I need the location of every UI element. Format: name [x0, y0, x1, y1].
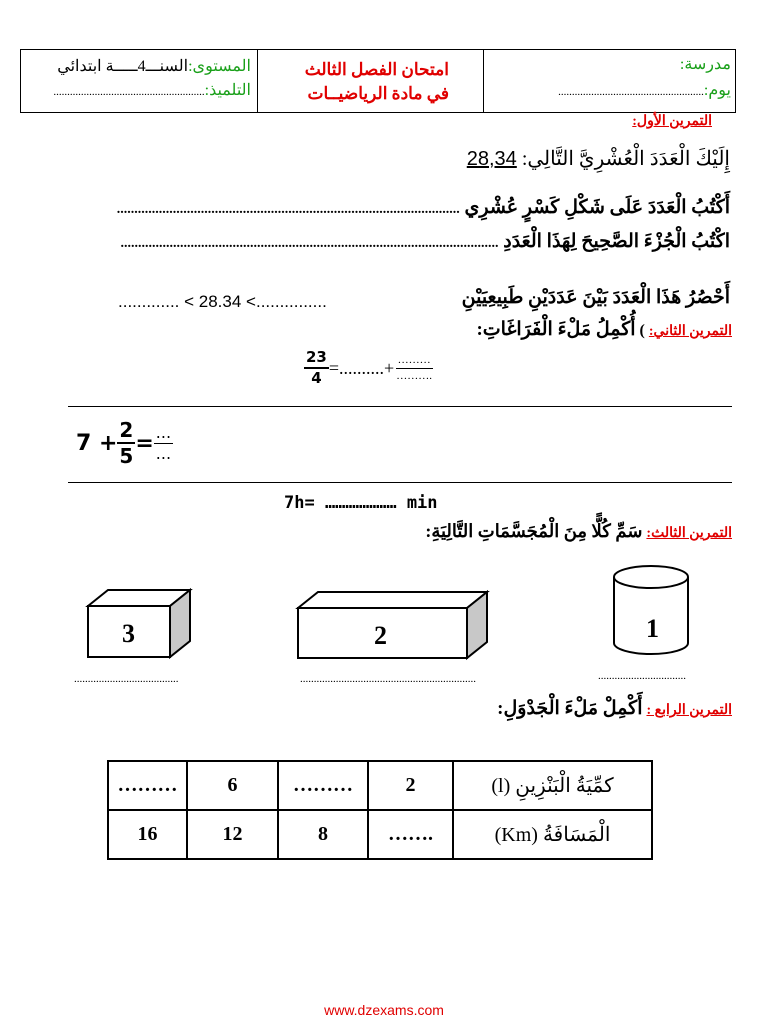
fraction1-numerator: 23: [304, 350, 329, 369]
row-header-distance: الْمَسَافَةُ (Km): [453, 810, 652, 859]
cuboid-shape: [298, 592, 487, 658]
table-cell: 8: [278, 810, 368, 859]
exercise2-paren: ): [639, 322, 645, 339]
level-line: [57, 56, 251, 76]
header-right-cell: [483, 50, 735, 112]
blank-denominator: ……….: [396, 369, 432, 382]
student-label: التلميذ:: [204, 82, 251, 99]
exercise4-title: التمرين الرابع :: [646, 703, 732, 718]
cube-shape: [88, 590, 190, 657]
divider-line-2: [68, 482, 732, 483]
table-cell: ………: [108, 761, 187, 810]
exercise4-header: [497, 697, 732, 720]
fraction-23-over-4: [304, 350, 329, 386]
fraction3-denominator: 5: [119, 444, 134, 468]
equation2-lead: 7 +: [76, 430, 118, 456]
row-header-fuel: كمِّيَةُ الْبَنْزِينِ (l): [453, 761, 652, 810]
fraction1-denominator: 4: [311, 369, 322, 387]
exam-title-line2: في مادة الرياضيــات: [307, 84, 449, 103]
cuboid-number: 2: [374, 621, 387, 650]
student-line: [53, 80, 251, 100]
answer-fraction: [154, 422, 173, 463]
day-label: يوم:: [703, 82, 731, 99]
header-center-cell: [257, 50, 484, 112]
table-cell: 6: [187, 761, 278, 810]
exercise1-question2: [121, 230, 731, 253]
divider-line-1: [68, 406, 732, 407]
question2-dots: ............................................................................................................: [120, 236, 499, 251]
level-label: المستوى:: [188, 58, 251, 75]
bounds-expression: ............. < 28.34 <...............: [118, 292, 327, 311]
equation1-middle: =..........+: [328, 357, 395, 378]
cube-answer-dots: ......................................: [74, 673, 179, 685]
table-row-fuel: [108, 761, 652, 810]
exercise1-prompt: [467, 146, 730, 171]
question1-dots: ..................................................................................................: [116, 202, 460, 217]
question2-text: اكْتُبُ الْجُزْءَ الصَّحِيحَ لِهَذَا الْعَدَدِ: [503, 231, 730, 252]
exercise3-title: التمرين الثالث:: [646, 526, 732, 541]
exam-header: [20, 49, 736, 113]
day-line: [558, 80, 731, 100]
exercise2-title: التمرين الثاني:: [648, 324, 732, 339]
blank-numerator: ………: [396, 355, 433, 369]
table-cell: 12: [187, 810, 278, 859]
question1-text: أَكْتُبُ الْعَدَدَ عَلَى شَكْلِ كَسْرٍ عُشْرِي: [464, 197, 730, 218]
header-left-cell: [21, 50, 258, 112]
time-conversion: 7h= ………………… min: [284, 493, 438, 513]
answer-denominator: ...: [155, 443, 172, 463]
fraction3-numerator: 2: [119, 418, 134, 442]
exercise3-header: [425, 521, 732, 542]
table-cell: 2: [368, 761, 453, 810]
fraction-2-over-5: [117, 420, 135, 466]
blank-fraction: [394, 355, 434, 382]
exercise1-prompt-text: إِلَيْكَ الْعَدَدَ الْعُشْرِيَّ التَّالِي:: [521, 148, 730, 170]
table-cell: …….: [368, 810, 453, 859]
school-label: مدرسة:: [679, 56, 731, 73]
student-dots: .......................................................: [53, 86, 205, 98]
table-row-distance: [108, 810, 652, 859]
exercise1-question1: [117, 196, 730, 219]
day-dots: .....................................................: [558, 86, 704, 98]
decimal-number: 28,34: [466, 148, 517, 170]
proportion-table: [107, 760, 653, 860]
exercise4-instruction: أَكْمِلْ مَلْءَ الْجَدْوَلِ:: [497, 698, 643, 719]
cylinder-number: 1: [646, 614, 659, 643]
exercise1-title: التمرين الأول:: [632, 114, 712, 129]
cylinder-answer-dots: ................................: [598, 670, 686, 682]
level-value: السنـــ4ـــــة ابتدائي: [57, 58, 189, 75]
exercise3-instruction: سَمِّ كُلًّا مِنَ الْمُجَسَّمَاتِ التَّالِيَةِ:: [425, 521, 643, 541]
answer-numerator: ...: [155, 422, 172, 442]
cube-number: 3: [122, 619, 135, 648]
equation2: [76, 420, 173, 466]
exam-title-line1: امتحان الفصل الثالث: [304, 60, 449, 79]
exercise2-header: [476, 318, 732, 341]
table-cell: ………: [278, 761, 368, 810]
exercise1-question3: أَحْصُرُ هَذَا الْعَدَدَ بَيْنَ عَدَدَيْنِ طَبِيعِيَيْنِ: [461, 287, 730, 308]
table-cell: 16: [108, 810, 187, 859]
equation1: [304, 350, 434, 386]
footer-url[interactable]: www.dzexams.com: [324, 1002, 444, 1018]
cuboid-answer-dots: ................................................................: [300, 673, 476, 685]
equation2-equals: =: [135, 430, 154, 456]
exercise2-instruction: أُكْمِلُ مَلْءَ الْفَرَاغَاتِ:: [476, 319, 636, 340]
